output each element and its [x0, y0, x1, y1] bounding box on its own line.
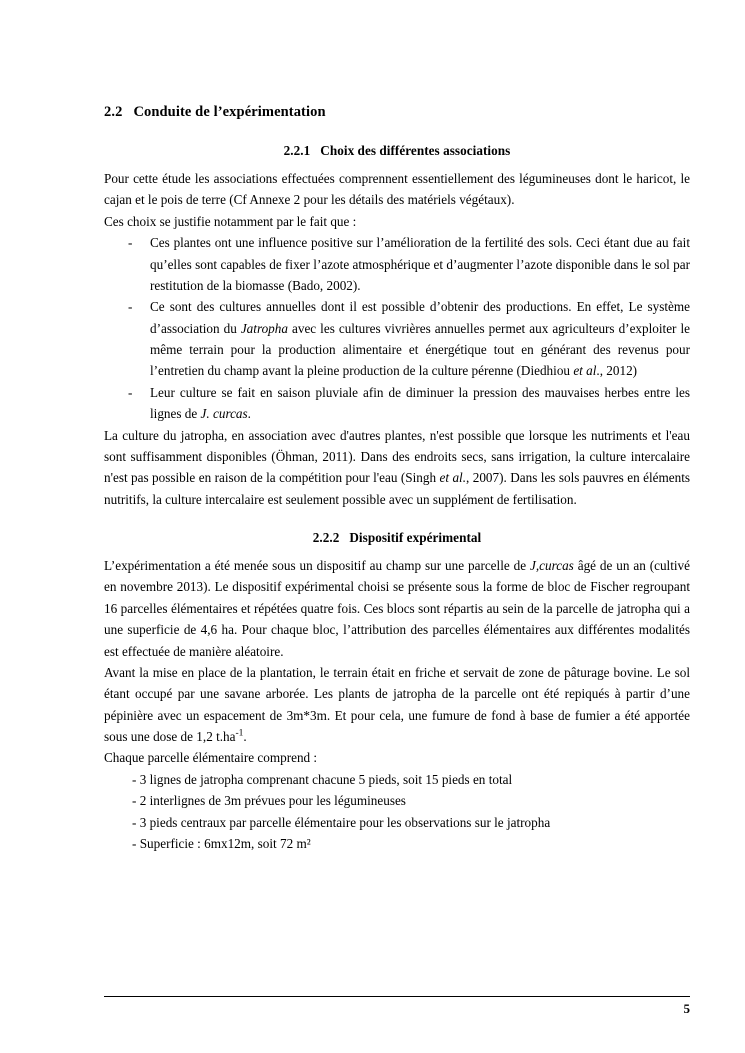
paragraph-intro-1: Pour cette étude les associations effectuées comprennent essentiellement des légumineuses dont le haricot, le cajan et le pois de terre (Cf Annexe 2 pour les détails des matériels végétaux).: [104, 171, 690, 208]
page-number: 5: [683, 1001, 690, 1016]
list-item: - 3 lignes de jatropha comprenant chacune 5 pieds, soit 15 pieds en total: [132, 771, 513, 787]
plot-details-list: [104, 769, 690, 855]
paragraph-dispositif-2: Avant la mise en place de la plantation, le terrain était en friche et servait de zone de pâturage bovine. Le sol étant occupé par une savane arborée. Les plants de jatropha de la parcelle ont été repiqués à partir d’une pépinière avec un espacement de 3m*3m. Et pour cela, une fumure de fond à base de fumier a été apportée sous une dose de 1,2 $t.ha^{-1}$.: [104, 664, 690, 744]
list-item: [104, 232, 690, 296]
subsection-heading-1: [104, 143, 690, 159]
section-title-text: Conduite de l’expérimentation: [133, 104, 326, 120]
subsection-heading-2: [104, 530, 690, 546]
dash-marker: -: [128, 235, 133, 251]
bullet-list: [104, 232, 690, 424]
list-item-text: Ce sont des cultures annuelles dont il est possible d’obtenir des productions. En effet, Le système d’association du Jatropha avec les cultures vivrières annuelles permet aux agriculteurs d’exploiter le même terrain pour la production alimentaire et énergétique tout en générant des revenus pour l’entretien du champ avant la pleine production de la culture pérenne (Diedhiou et al., 2012): [150, 299, 690, 379]
dash-marker: -: [128, 299, 133, 315]
subsection-title-text-2: Dispositif expérimental: [349, 530, 482, 545]
list-item: [104, 382, 690, 425]
section-heading: [104, 104, 690, 121]
list-item: - Superficie : 6mx12m, soit 72 m²: [132, 835, 311, 851]
subsection-title-text-1: Choix des différentes associations: [320, 143, 511, 158]
section-number: 2.2: [104, 104, 123, 120]
list-item: - 2 interlignes de 3m prévues pour les légumineuses: [132, 793, 406, 809]
paragraph-dispositif-1: L’expérimentation a été menée sous un dispositif au champ sur une parcelle de J,curcas âgé de un an (cultivé en novembre 2013). Le dispositif expérimental choisi se présente sous la forme de bloc de Fischer regroupant 16 parcelles élémentaires et répétées quatre fois. Ces blocs sont répartis au sein de la parcelle de jatropha qui a une superficie de 4,6 ha. Pour chaque bloc, l’attribution des parcelles élémentaires aux différentes modalités est effectuée de manière aléatoire.: [104, 558, 690, 659]
list-item: [104, 296, 690, 382]
list-item-text: Leur culture se fait en saison pluviale afin de diminuer la pression des mauvaises herbes entre les lignes de J. curcas.: [150, 384, 690, 422]
subsection-number-2: 2.2.2: [312, 530, 340, 545]
list-item-text: Ces plantes ont une influence positive sur l’amélioration de la fertilité des sols. Ceci étant due au fait qu’elles sont capables de fixer l’azote atmosphérique et d’augmenter l’azote disponible dans le sol par restitution de la biomasse (Bado, 2002).: [150, 235, 690, 293]
subsection-number-1: 2.2.1: [283, 143, 311, 158]
list-item: - 3 pieds centraux par parcelle élémentaire pour les observations sur le jatropha: [132, 814, 551, 830]
paragraph-dispositif-3: Chaque parcelle élémentaire comprend :: [104, 750, 318, 766]
page-footer: [104, 996, 690, 1017]
paragraph-jatropha-association: La culture du jatropha, en association avec d'autres plantes, n'est possible que lorsque les nutriments et l'eau sont suffisamment disponibles (Öhman, 2011). Dans des endroits secs, sans irrigation, la culture intercalaire n'est pas possible en raison de la compétition pour l'eau (Singh et al., 2007). Dans les sols pauvres en éléments nutritifs, la culture intercalaire est seulement possible avec un supplément de fertilisation.: [104, 427, 691, 507]
dash-marker: -: [128, 384, 133, 400]
paragraph-intro-2: Ces choix se justifie notamment par le fait que :: [104, 213, 357, 229]
footer-divider: [104, 996, 690, 997]
